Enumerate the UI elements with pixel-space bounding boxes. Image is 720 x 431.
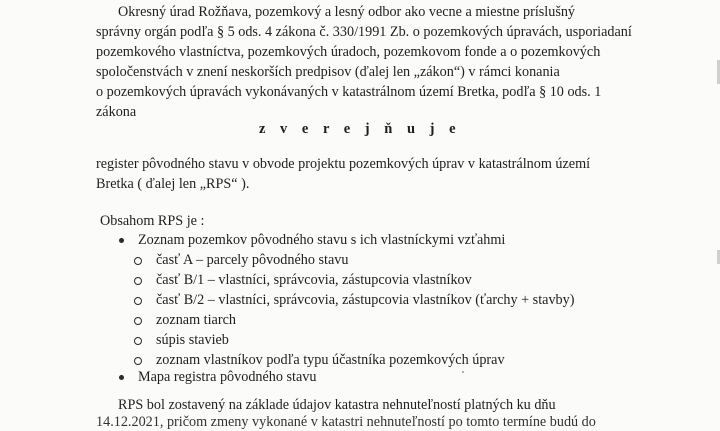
subitem-1: časť A – parcely pôvodného stavu: [156, 252, 349, 268]
intro-line-2: správny orgán podľa § 5 ods. 4 zákona č. 330/1991 Zb. o pozemkových úpravách, usporiadaní: [96, 24, 632, 40]
contents-title: Obsahom RPS je :: [100, 213, 205, 229]
document-heading: z v e r e j ň u j e: [258, 121, 462, 137]
scan-speck: [462, 371, 464, 373]
circle-bullet-icon: [134, 357, 142, 365]
intro-line-4: spoločenstvách v znení neskorších predpisov (ďalej len „zákon“) v rámci konania: [96, 64, 560, 80]
intro-line-6: zákona: [96, 104, 137, 120]
circle-bullet-icon: [134, 257, 142, 265]
subitem-2: časť B/1 – vlastníci, správcovia, zástupcovia vlastníkov: [156, 272, 472, 288]
closing-line-2-partial: 14.12.2021, pričom zmeny vykonané v katastri nehnuteľností po tomto termíne budú do: [96, 414, 596, 430]
subitem-4: zoznam tiarch: [156, 312, 236, 328]
contents-item-2: Mapa registra pôvodného stavu: [138, 369, 317, 385]
intro-line-3: pozemkového vlastníctva, pozemkových úradoch, pozemkovom fonde a o pozemkových: [96, 44, 601, 60]
circle-bullet-icon: [134, 297, 142, 305]
register-line-1: register pôvodného stavu v obvode projektu pozemkových úprav v katastrálnom území: [96, 156, 591, 172]
bullet-icon: [119, 375, 124, 380]
subitem-5: súpis stavieb: [156, 332, 229, 348]
closing-line-1: RPS bol zostavený na základe údajov katastra nehnuteľností platných ku dňu: [118, 397, 556, 413]
circle-bullet-icon: [134, 337, 142, 345]
intro-line-1: Okresný úrad Rožňava, pozemkový a lesný odbor ako vecne a miestne príslušný: [118, 4, 576, 20]
register-line-2: Bretka ( ďalej len „RPS“ ).: [96, 176, 250, 192]
subitem-3: časť B/2 – vlastníci, správcovia, zástupcovia vlastníkov (ťarchy + stavby): [156, 292, 575, 308]
circle-bullet-icon: [134, 277, 142, 285]
circle-bullet-icon: [134, 317, 142, 325]
intro-line-5: o pozemkových úpravách vykonávaných v katastrálnom území Bretka, podľa § 10 ods. 1: [96, 84, 602, 100]
subitem-6: zoznam vlastníkov podľa typu účastníka pozemkových úprav: [156, 352, 505, 368]
bullet-icon: [119, 238, 124, 243]
contents-item-1: Zoznam pozemkov pôvodného stavu s ich vlastníckymi vzťahmi: [138, 232, 506, 248]
